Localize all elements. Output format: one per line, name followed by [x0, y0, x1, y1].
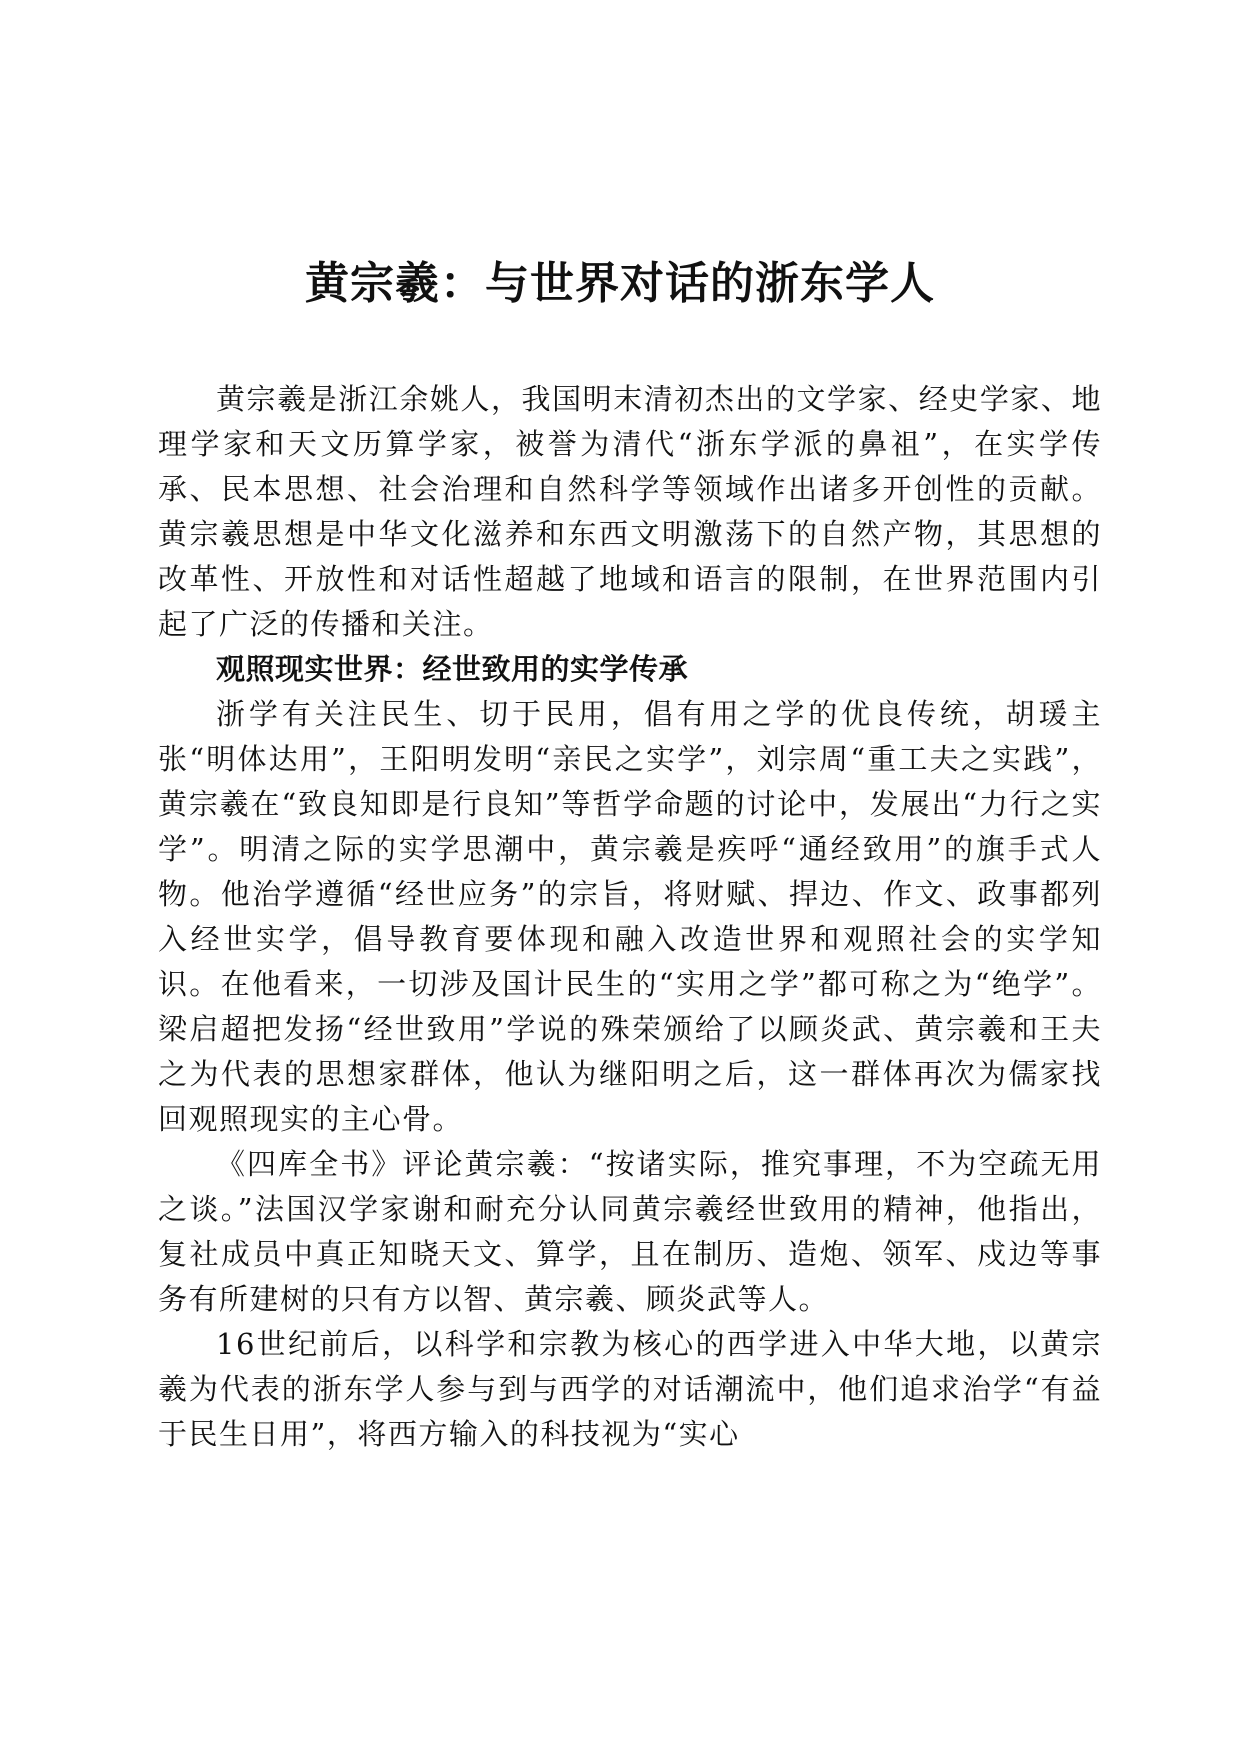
section-heading: 观照现实世界：经世致用的实学传承 [216, 652, 689, 686]
intro-paragraph: 黄宗羲是浙江余姚人，我国明末清初杰出的文学家、经史学家、地理学家和天文历算学家，被誉为清代“浙东学派的鼻祖”，在实学传承、民本思想、社会治理和自然科学等领域作出诸多开创性的贡献。黄宗羲思想是中华文化滋养和东西文明激荡下的自然产物，其思想的改革性、开放性和对话性超越了地域和语言的限制，在世界范围内引起了广泛的传播和关注。 [158, 382, 1102, 641]
body-paragraph-3: 16世纪前后，以科学和宗教为核心的西学进入中华大地，以黄宗羲为代表的浙东学人参与到与西学的对话潮流中，他们追求治学“有益于民生日用”，将西方输入的科技视为“实心 [158, 1327, 1102, 1451]
body-paragraph-2: 《四库全书》评论黄宗羲：“按诸实际，推究事理，不为空疏无用之谈。”法国汉学家谢和耐充分认同黄宗羲经世致用的精神，他指出，复社成员中真正知晓天文、算学，且在制历、造炮、领军、戍边等事务有所建树的只有方以智、黄宗羲、顾炎武等人。 [158, 1147, 1102, 1316]
document-title: 黄宗羲：与世界对话的浙东学人 [305, 258, 935, 310]
document-body [158, 377, 1102, 1457]
body-paragraph-1: 浙学有关注民生、切于民用，倡有用之学的优良传统，胡瑗主张“明体达用”，王阳明发明“亲民之实学”，刘宗周“重工夫之实践”，黄宗羲在“致良知即是行良知”等哲学命题的讨论中，发展出“力行之实学”。明清之际的实学思潮中，黄宗羲是疾呼“通经致用”的旗手式人物。他治学遵循“经世应务”的宗旨，将财赋、捍边、作文、政事都列入经世实学，倡导教育要体现和融入改造世界和观照社会的实学知识。在他看来，一切涉及国计民生的“实用之学”都可称之为“绝学”。梁启超把发扬“经世致用”学说的殊荣颁给了以顾炎武、黄宗羲和王夫之为代表的思想家群体，他认为继阳明之后，这一群体再次为儒家找回观照现实的主心骨。 [158, 697, 1102, 1136]
